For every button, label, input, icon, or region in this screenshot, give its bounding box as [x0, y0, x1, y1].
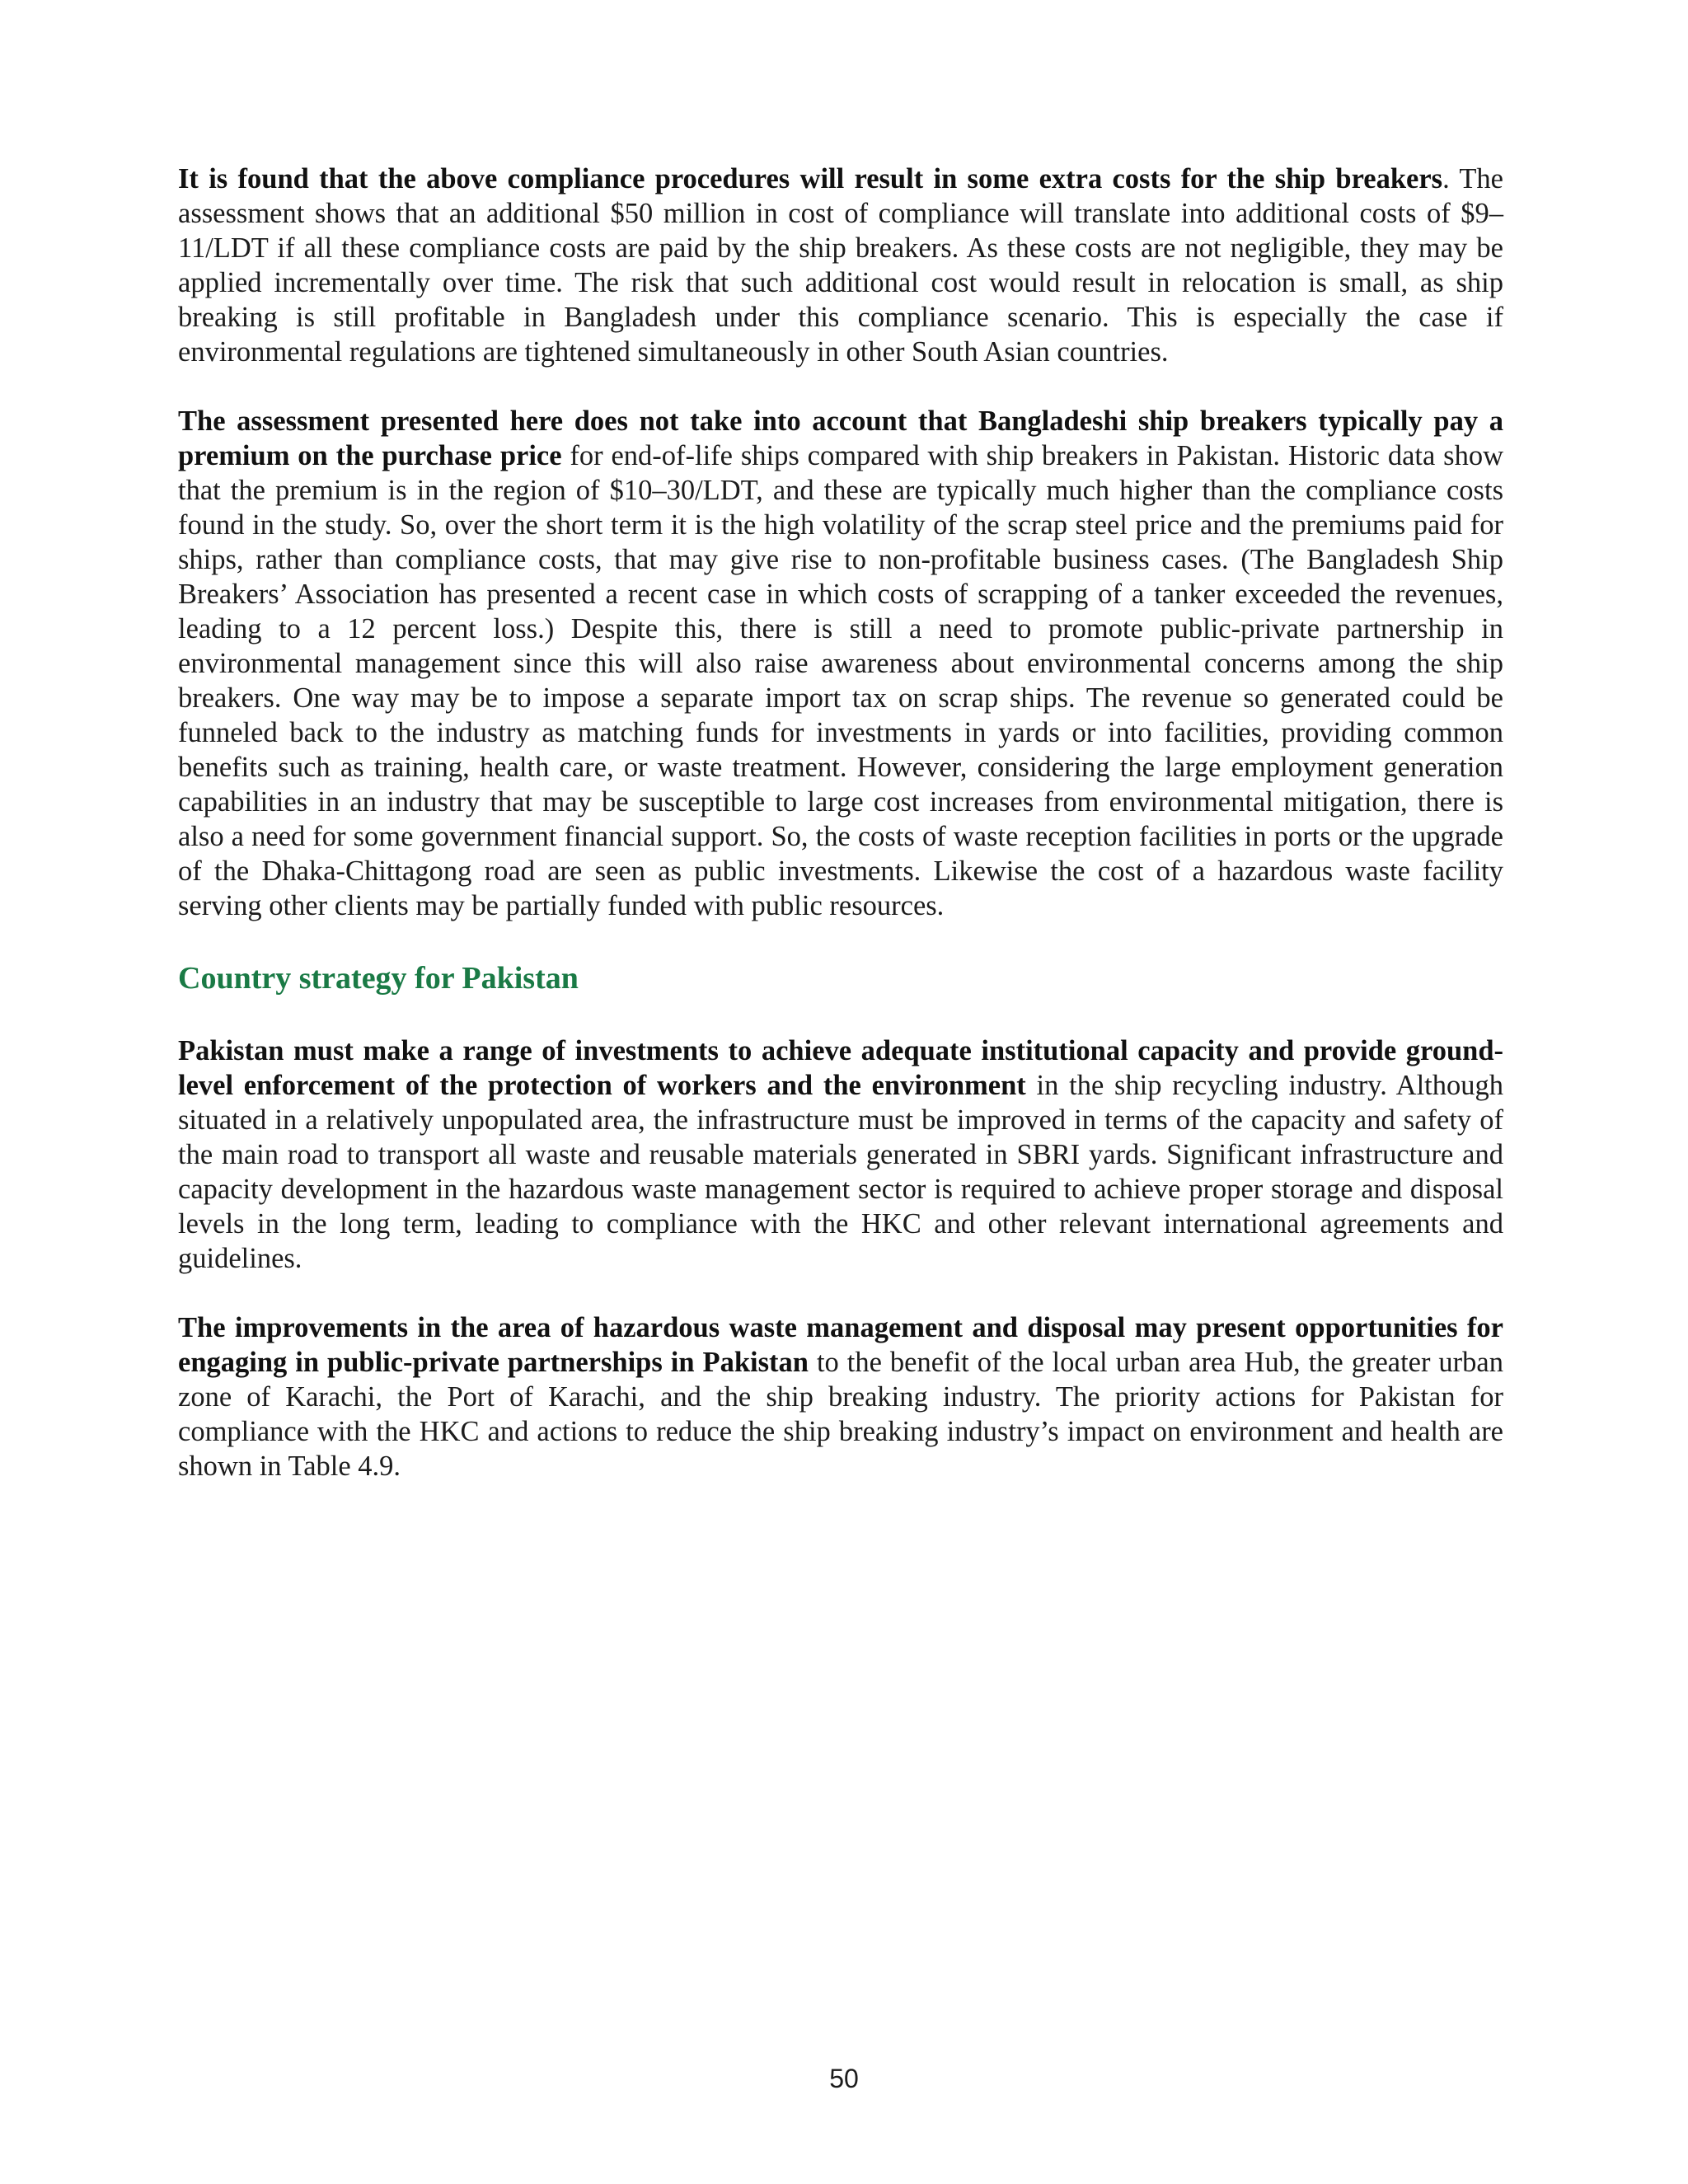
- paragraph-lead-bold: Pakistan must make a range of investments to achieve adequate institutional capacity and provide ground-level enforcement of the protection of workers and the environment: [178, 1035, 1503, 1101]
- page-content: [178, 162, 1503, 1518]
- paragraph-compliance-costs: [178, 162, 1503, 369]
- paragraph-body: for end-of-life ships compared with ship breakers in Pakistan. Historic data show that the premium is in the region of $10–30/LDT, and these are typically much higher than the compliance costs found in the study. So, over the short term it is the high volatility of the scrap steel price and the premiums paid for ships, rather than compliance costs, that may give rise to non-profitable business cases. (The Bangladesh Ship Breakers’ Association has presented a recent case in which costs of scrapping of a tanker exceeded the revenues, leading to a 12 percent loss.) Despite this, there is still a need to promote public-private partnership in environmental management since this will also raise awareness about environmental concerns among the ship breakers. One way may be to impose a separate import tax on scrap ships. The revenue so generated could be funneled back to the industry as matching funds for investments in yards or into facilities, providing common benefits such as training, health care, or waste treatment. However, considering the large employment generation capabilities in an industry that may be susceptible to large cost increases from environmental mitigation, there is also a need for some government financial support. So, the costs of waste reception facilities in ports or the upgrade of the Dhaka-Chittagong road are seen as public investments. Likewise the cost of a hazardous waste facility serving other clients may be partially funded with public resources.: [178, 440, 1503, 921]
- paragraph-body: to the benefit of the local urban area Hub, the greater urban zone of Karachi, the Port of Karachi, and the ship breaking industry. The priority actions for Pakistan for compliance with the HKC and actions to reduce the ship breaking industry’s impact on environment and health are shown in Table 4.9.: [178, 1347, 1503, 1482]
- paragraph-pakistan-investments: [178, 1033, 1503, 1276]
- paragraph-body: in the ship recycling industry. Although situated in a relatively unpopulated area, the infrastructure must be improved in terms of the capacity and safety of the main road to transport all waste and reusable materials generated in SBRI yards. Significant infrastructure and capacity development in the hazardous waste management sector is required to achieve proper storage and disposal levels in the long term, leading to compliance with the HKC and other relevant international agreements and guidelines.: [178, 1070, 1503, 1274]
- page-number: 50: [829, 2064, 859, 2093]
- paragraph-body: . The assessment shows that an additional $50 million in cost of compliance will translate into additional costs of $9–11/LDT if all these compliance costs are paid by the ship breakers. As these costs are not negligible, they may be applied incrementally over time. The risk that such additional cost would result in relocation is small, as ship breaking is still profitable in Bangladesh under this compliance scenario. This is especially the case if environmental regulations are tightened simultaneously in other South Asian countries.: [178, 163, 1503, 368]
- section-heading: Country strategy for Pakistan: [178, 961, 579, 996]
- paragraph-purchase-premium: [178, 404, 1503, 923]
- paragraph-lead-bold: The assessment presented here does not take into account that Bangladeshi ship breakers typically pay a premium on the purchase price: [178, 405, 1503, 471]
- paragraph-lead-bold: It is found that the above compliance procedures will result in some extra costs for the ship breakers: [178, 163, 1443, 194]
- paragraph-hazardous-waste: [178, 1310, 1503, 1483]
- paragraph-lead-bold: The improvements in the area of hazardous waste management and disposal may present opportunities for engaging in public-private partnerships in Pakistan: [178, 1312, 1503, 1378]
